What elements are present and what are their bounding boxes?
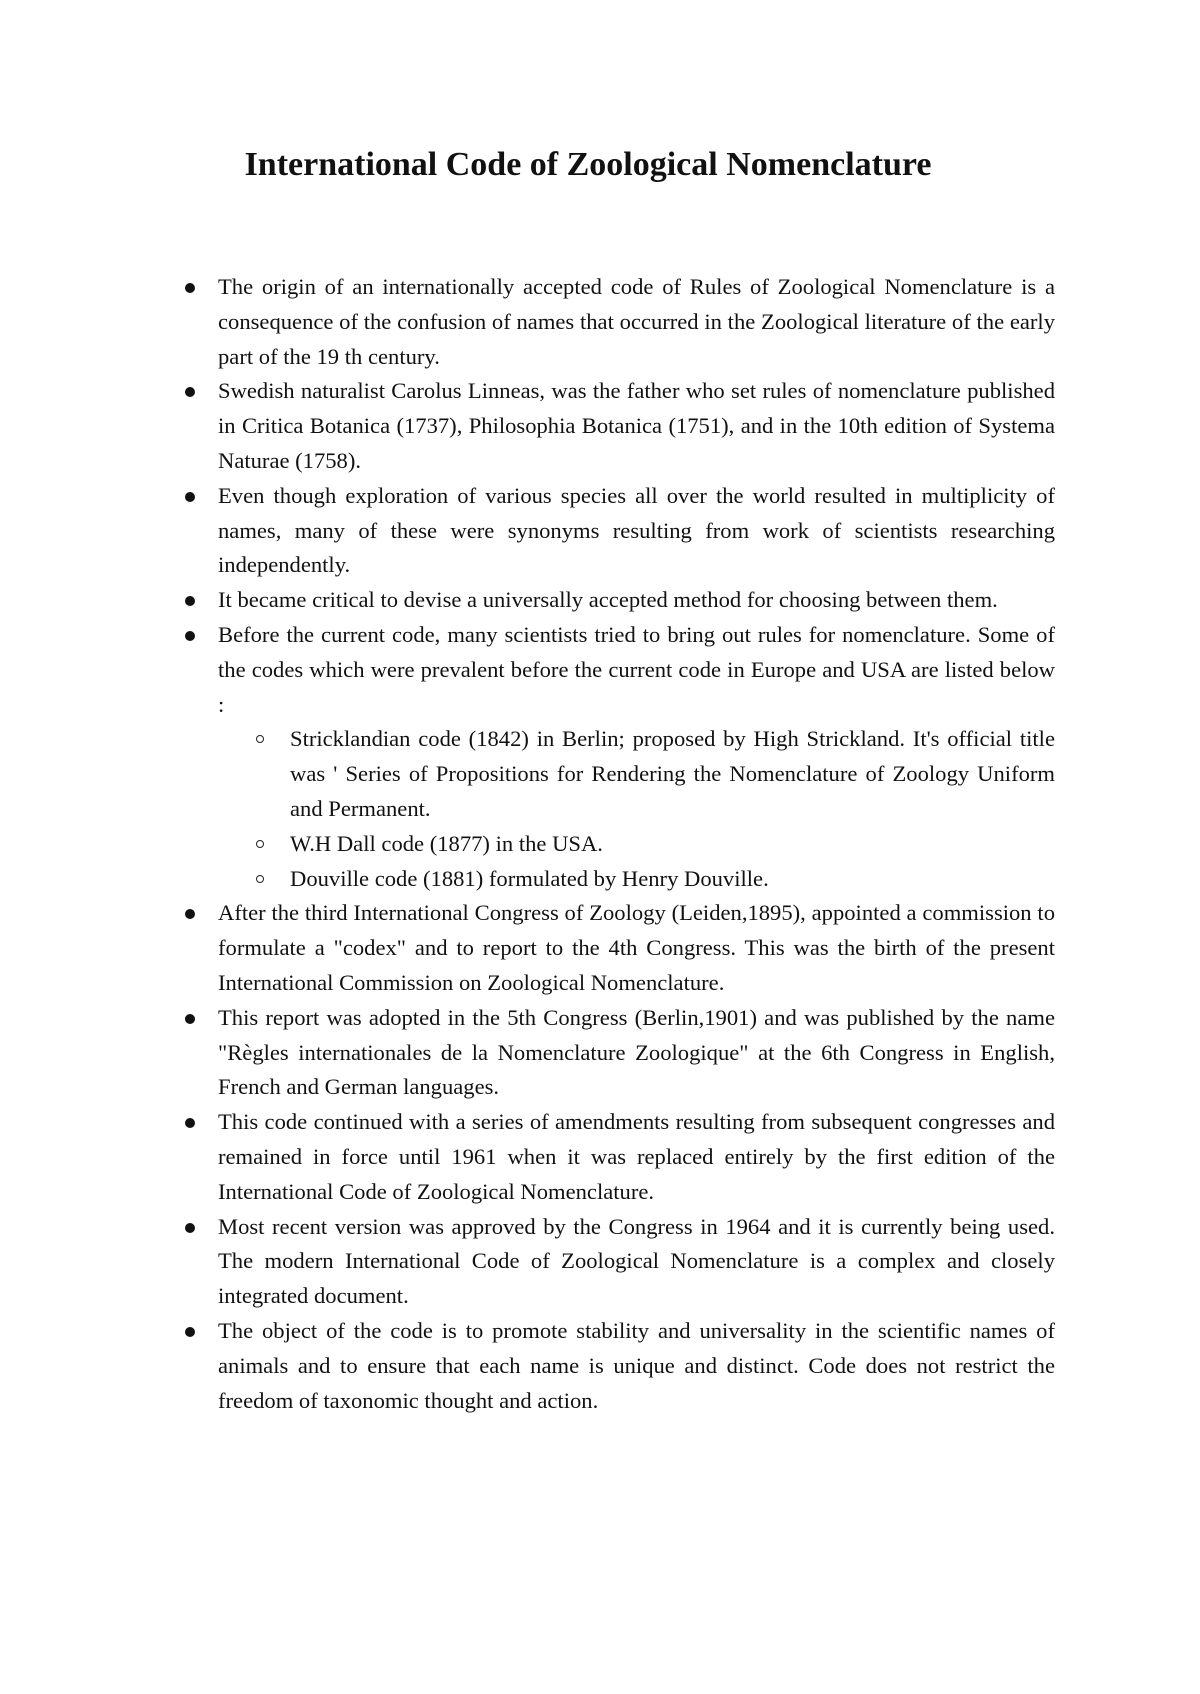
circle-bullet-icon <box>256 735 264 743</box>
list-item-text: It became critical to devise a universally accepted method for choosing between them. <box>218 587 998 613</box>
list-item <box>218 896 1055 1000</box>
document-title: International Code of Zoological Nomenclature <box>244 146 932 183</box>
bullet-icon <box>185 492 195 502</box>
list-item <box>218 1105 1055 1209</box>
sub-list-item-text: Stricklandian code (1842) in Berlin; proposed by High Strickland. It's official title was ' Series of Propositions for Rendering the Nomenclature of Zoology Uniform and Permanent. <box>290 726 1055 821</box>
sub-list-item-text: W.H Dall code (1877) in the USA. <box>290 830 603 856</box>
bullet-icon <box>185 283 195 293</box>
bullet-icon <box>185 909 195 919</box>
bullet-icon <box>185 387 195 397</box>
sub-list-item-text: Douville code (1881) formulated by Henry Douville. <box>290 865 769 891</box>
bullet-icon <box>185 1223 195 1233</box>
list-item-text: The object of the code is to promote stability and universality in the scientific names of animals and to ensure that each name is unique and distinct. Code does not restrict the freedom of taxonomic thought and action. <box>218 1317 1055 1413</box>
list-item-text: Even though exploration of various species all over the world resulted in multiplicity of names, many of these were synonyms resulting from work of scientists researching independently. <box>218 482 1055 578</box>
sub-list-item <box>290 827 1055 862</box>
bullet-icon <box>185 1118 195 1128</box>
list-item-text: This code continued with a series of amendments resulting from subsequent congresses and remained in force until 1961 when it was replaced entirely by the first edition of the International Code of Zoological Nomenclature. <box>218 1109 1055 1204</box>
circle-bullet-icon <box>256 840 264 848</box>
list-item-text: Before the current code, many scientists tried to bring out rules for nomenclature. Some of the codes which were prevalent before the current code in Europe and USA are listed below : <box>218 621 1055 717</box>
list-item <box>218 1210 1055 1314</box>
list-item-text: The origin of an internationally accepted code of Rules of Zoological Nomenclature is a consequence of the confusion of names that occurred in the Zoological literature of the early part of the 19 th century. <box>218 274 1055 369</box>
bullet-icon <box>185 596 195 606</box>
list-item <box>218 270 1055 374</box>
bullet-list <box>218 270 1055 1418</box>
list-item-text: After the third International Congress of Zoology (Leiden,1895), appointed a commission to formulate a "codex" and to report to the 4th Congress. This was the birth of the present International Commission on Zoological Nomenclature. <box>218 900 1055 995</box>
list-item <box>218 1001 1055 1105</box>
circle-bullet-icon <box>256 875 264 883</box>
sub-list <box>218 722 1055 896</box>
list-item <box>218 1314 1055 1418</box>
list-item <box>218 583 1055 618</box>
bullet-icon <box>185 1327 195 1337</box>
list-item-text: This report was adopted in the 5th Congress (Berlin,1901) and was published by the name "Règles internationales de la Nomenclature Zoologique" at the 6th Congress in English, French and German languages. <box>218 1004 1055 1100</box>
list-item <box>218 618 1055 896</box>
list-item <box>218 479 1055 583</box>
sub-list-item <box>290 722 1055 826</box>
bullet-icon <box>185 1014 195 1024</box>
sub-list-item <box>290 862 1055 897</box>
list-item <box>218 374 1055 478</box>
list-item-text: Swedish naturalist Carolus Linneas, was the father who set rules of nomenclature published in Critica Botanica (1737), Philosophia Botanica (1751), and in the 10th edition of Systema Naturae (1758). <box>218 378 1055 473</box>
list-item-text: Most recent version was approved by the Congress in 1964 and it is currently being used. The modern International Code of Zoological Nomenclature is a complex and closely integrated document. <box>218 1213 1055 1309</box>
bullet-icon <box>185 631 195 641</box>
